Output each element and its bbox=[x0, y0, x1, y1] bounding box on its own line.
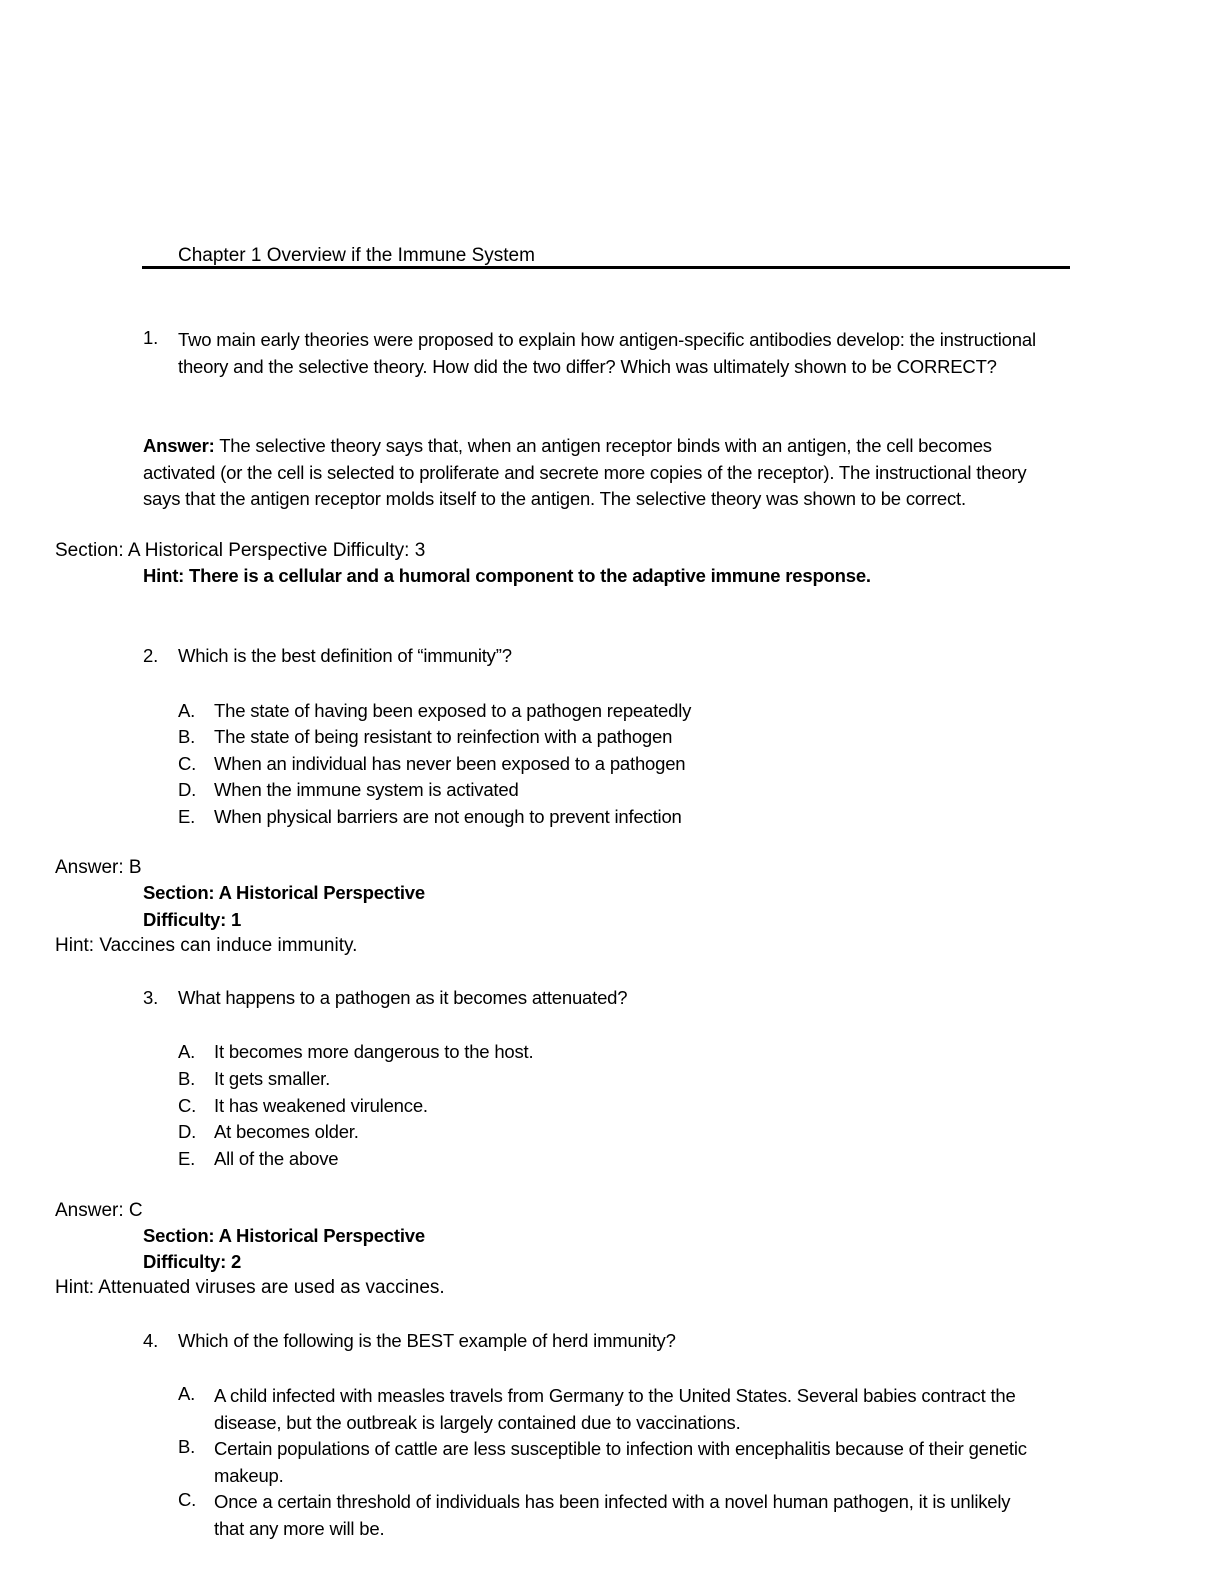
question-3-answer: Answer: C bbox=[55, 1200, 143, 1221]
chapter-title: Chapter 1 Overview if the Immune System bbox=[178, 245, 535, 266]
answer-text: The selective theory says that, when an antigen receptor binds with an antigen, the cell becomes activated (or the cell is selected to proliferate and secrete more copies of the receptor). The instructional theory says that the antigen receptor molds itself to the antigen. The selective theory was shown to be correct. bbox=[143, 435, 1027, 509]
option-letter: E. bbox=[178, 1148, 196, 1169]
option-text: It gets smaller. bbox=[214, 1068, 331, 1089]
option-letter: A. bbox=[178, 700, 196, 721]
option-text: All of the above bbox=[214, 1148, 339, 1169]
question-2-number: 2. bbox=[143, 645, 159, 666]
option-text: At becomes older. bbox=[214, 1121, 359, 1142]
option-letter: D. bbox=[178, 1121, 197, 1142]
option-text: It becomes more dangerous to the host. bbox=[214, 1041, 534, 1062]
question-1-text: Two main early theories were proposed to explain how antigen-specific antibodies develop: the instructional theory and the selective theory. How did the two differ? Which was ultimately shown to be CORRECT? bbox=[178, 329, 1036, 377]
option-letter: B. bbox=[178, 1068, 196, 1089]
question-3-difficulty: Difficulty: 2 bbox=[143, 1251, 242, 1272]
answer-label: Answer: bbox=[143, 435, 215, 456]
question-3-section: Section: A Historical Perspective bbox=[143, 1225, 425, 1246]
question-3-hint: Hint: Attenuated viruses are used as vaccines. bbox=[55, 1277, 445, 1298]
option-letter: A. bbox=[178, 1041, 196, 1062]
option-letter: D. bbox=[178, 779, 197, 800]
option-letter: E. bbox=[178, 806, 196, 827]
option-letter: B. bbox=[178, 1436, 196, 1457]
chapter-title-underline bbox=[142, 266, 1070, 269]
question-2-difficulty: Difficulty: 1 bbox=[143, 909, 242, 930]
question-2-hint: Hint: Vaccines can induce immunity. bbox=[55, 935, 358, 956]
option-letter: B. bbox=[178, 726, 196, 747]
option-letter: C. bbox=[178, 753, 197, 774]
option-text: When the immune system is activated bbox=[214, 779, 519, 800]
option-letter: C. bbox=[178, 1095, 197, 1116]
question-2-section: Section: A Historical Perspective bbox=[143, 882, 425, 903]
option-text: A child infected with measles travels from Germany to the United States. Several babies contract the disease, but the outbreak is largely contained due to vaccinations. bbox=[214, 1385, 1016, 1433]
question-4-text: Which of the following is the BEST example of herd immunity? bbox=[178, 1330, 676, 1351]
question-2-answer: Answer: B bbox=[55, 857, 142, 878]
question-3-text: What happens to a pathogen as it becomes attenuated? bbox=[178, 987, 628, 1008]
question-1-number: 1. bbox=[143, 327, 159, 348]
option-text: Once a certain threshold of individuals has been infected with a novel human pathogen, it is unlikely that any more will be. bbox=[214, 1491, 1011, 1539]
question-4-number: 4. bbox=[143, 1330, 159, 1351]
option-text: When physical barriers are not enough to prevent infection bbox=[214, 806, 682, 827]
question-1-answer bbox=[143, 433, 1058, 513]
option-text: When an individual has never been exposed to a pathogen bbox=[214, 753, 686, 774]
question-1-section-difficulty: Section: A Historical Perspective Difficulty: 3 bbox=[55, 540, 426, 561]
option-text: The state of having been exposed to a pathogen repeatedly bbox=[214, 700, 692, 721]
question-3-number: 3. bbox=[143, 987, 159, 1008]
option-text: Certain populations of cattle are less susceptible to infection with encephalitis because of their genetic makeup. bbox=[214, 1438, 1027, 1486]
option-letter: C. bbox=[178, 1489, 197, 1510]
option-text: It has weakened virulence. bbox=[214, 1095, 428, 1116]
option-text: The state of being resistant to reinfection with a pathogen bbox=[214, 726, 673, 747]
question-1-hint: Hint: There is a cellular and a humoral component to the adaptive immune response. bbox=[143, 565, 871, 586]
option-letter: A. bbox=[178, 1383, 196, 1404]
question-2-text: Which is the best definition of “immunity”? bbox=[178, 645, 512, 666]
